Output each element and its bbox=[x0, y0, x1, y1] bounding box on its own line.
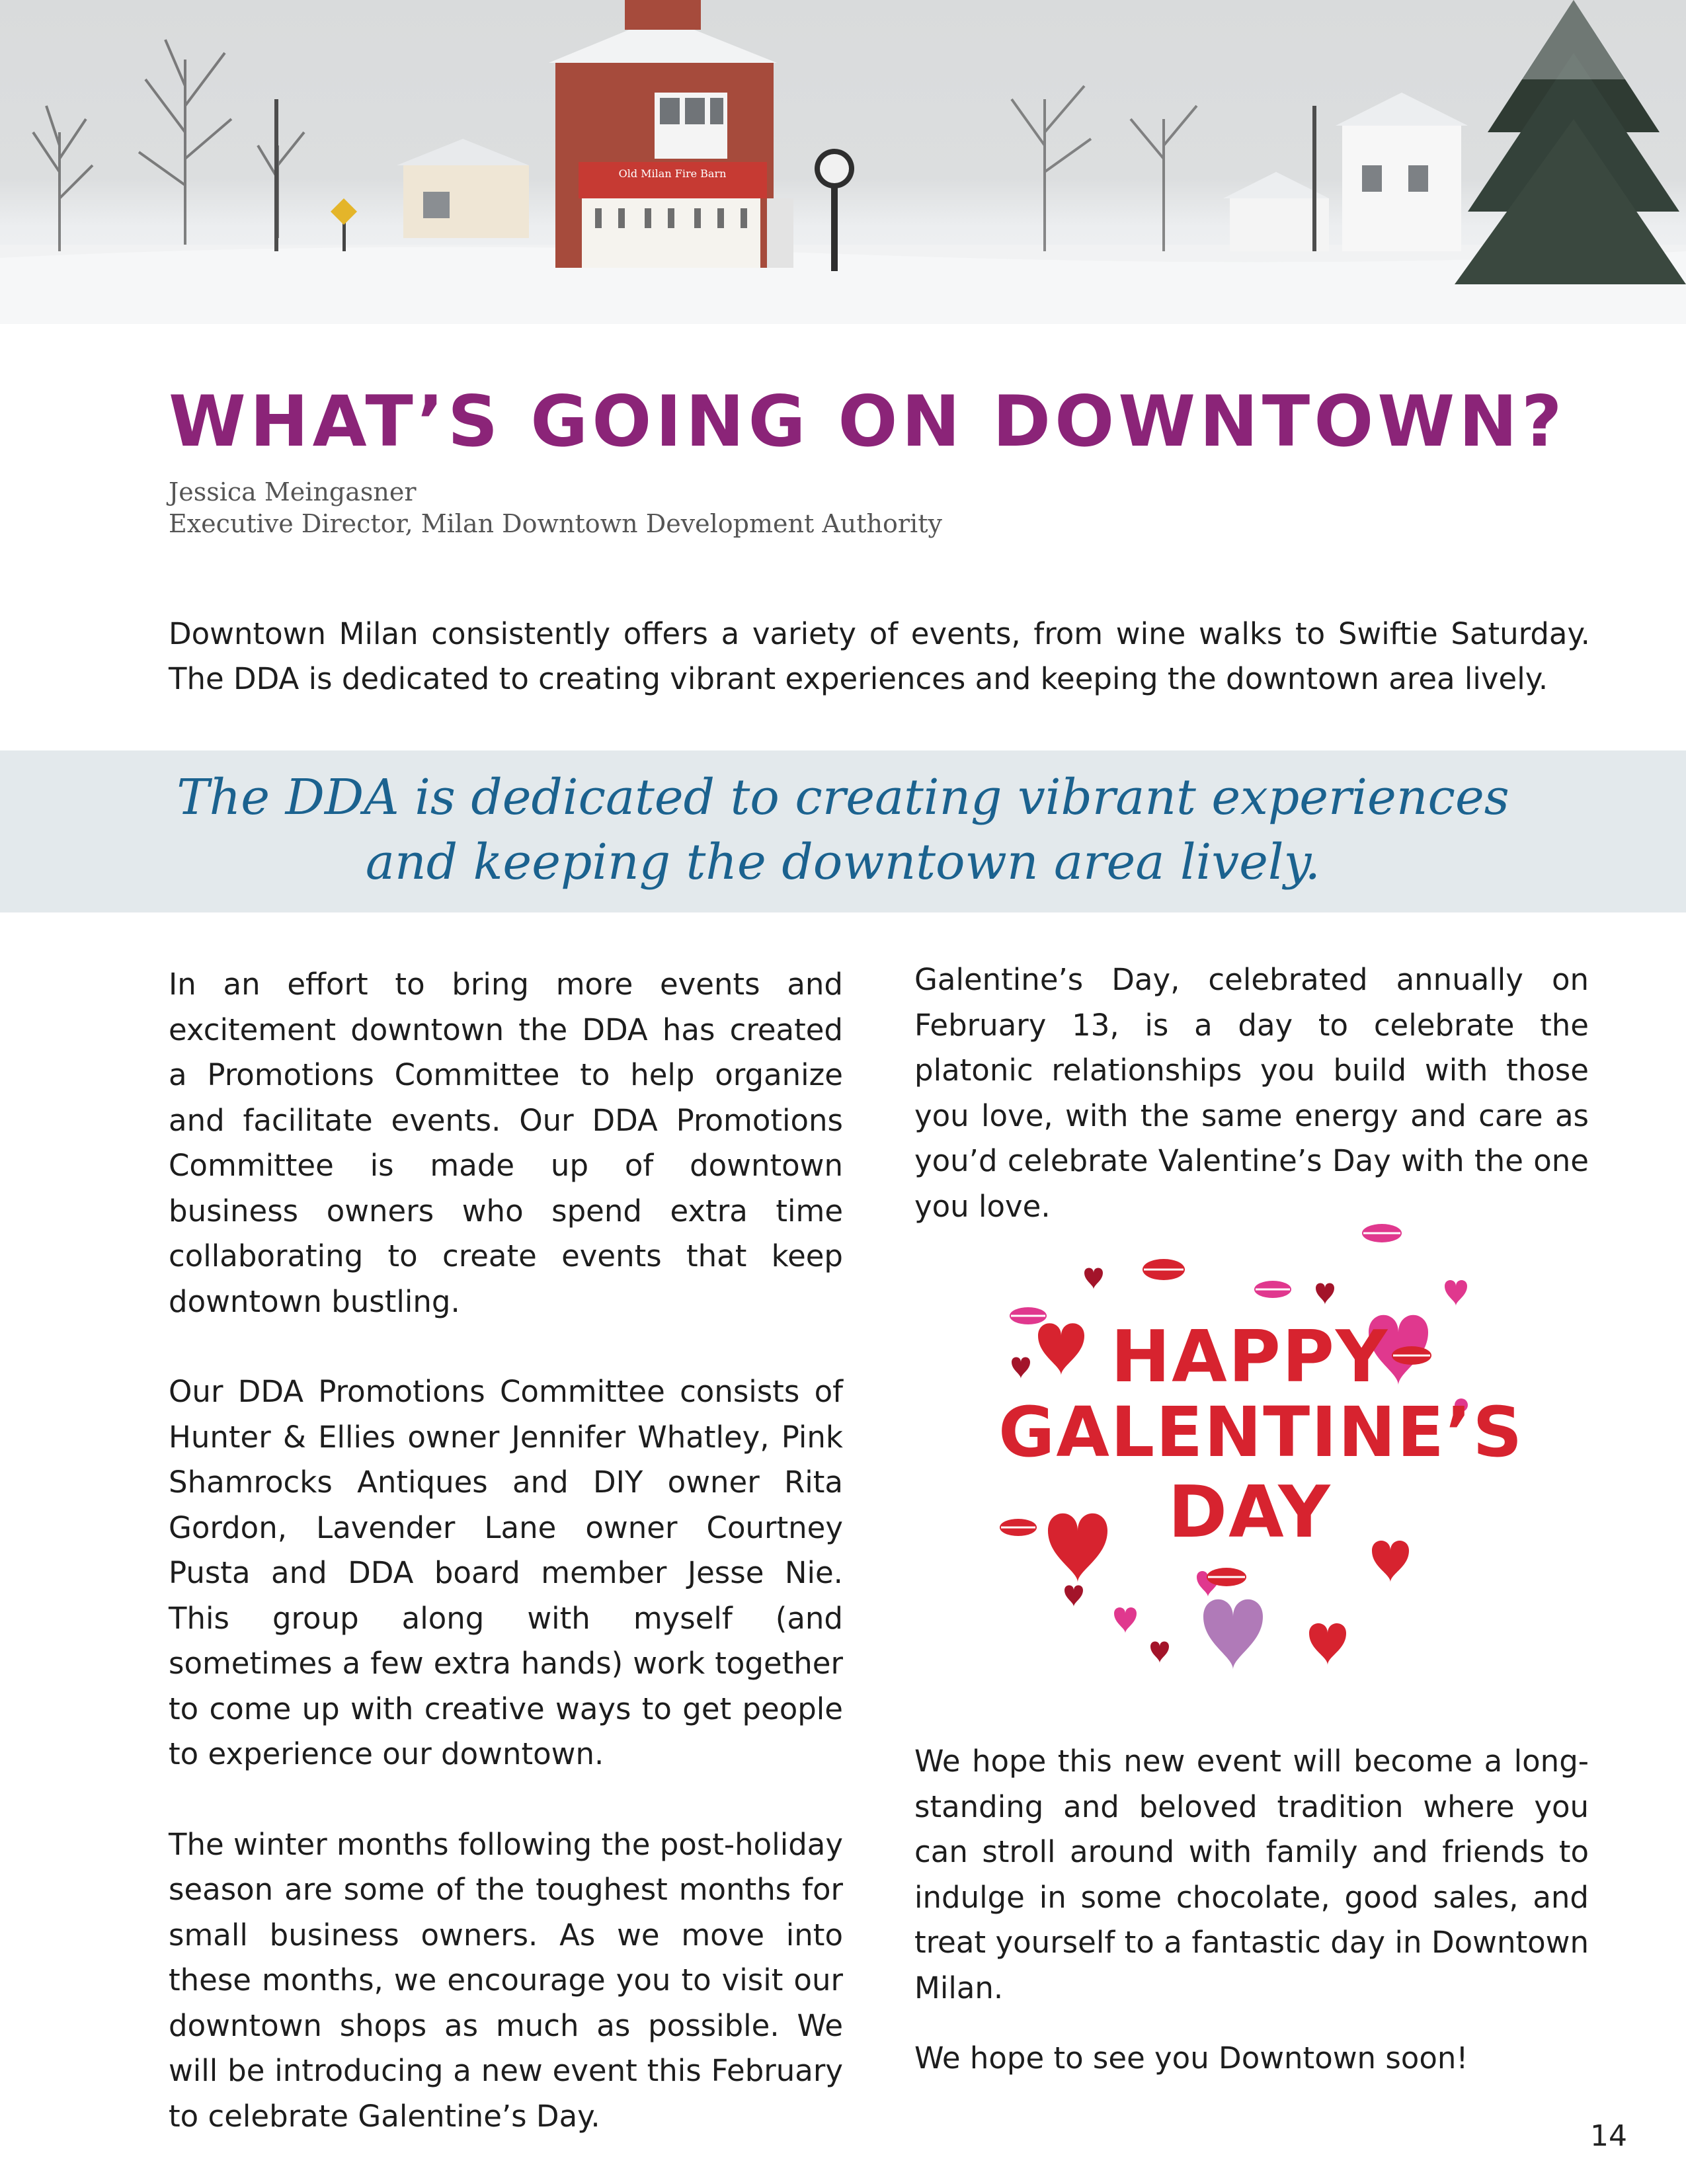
snowy-downtown-illustration bbox=[0, 0, 1686, 324]
right-column-bottom bbox=[914, 1739, 1589, 2107]
galentine-day-text: DAY bbox=[1168, 1471, 1332, 1554]
intro-paragraph: Downtown Milan consistently offers a variety of events, from wine walks to Swiftie Saturday. The DDA is dedicated to creating vibrant experiences and keeping the downtown area lively. bbox=[169, 616, 1590, 696]
author-name: Jessica Meingasner bbox=[169, 477, 417, 506]
body-paragraph: In an effort to bring more events and excitement downtown the DDA has created a Promotions Committee to help organize and facilitate events. Our DDA Promotions Committee is made up of downtown business owners who spend extra time collaborating to create events that keep downtown bustling. bbox=[169, 967, 843, 1319]
body-paragraph: Galentine’s Day, celebrated annually on February 13, is a day to celebrate the platonic relationships you build with those you love, with the same energy and care as you’d celebrate Valentine’s Day with the one you love. bbox=[914, 962, 1589, 1224]
body-paragraph: Our DDA Promotions Committee consists of Hunter & Ellies owner Jennifer Whatley, Pink Shamrocks Antiques and DIY owner Rita Gordon, Lavender Lane owner Courtney Pusta and DDA board member Jesse Nie. This group along with myself (and sometimes a few extra hands) work together to come up with creative ways to get people to experience our downtown. bbox=[169, 1374, 843, 1771]
happy-galentines-graphic bbox=[998, 1217, 1524, 1693]
page-number: 14 bbox=[1590, 2119, 1627, 2153]
galentine-happy-text: HAPPY bbox=[1110, 1316, 1389, 1398]
right-houses bbox=[1223, 93, 1468, 251]
body-paragraph: We hope this new event will become a long-standing and beloved tradition where you can stroll around with family and friends to indulge in some chocolate, good sales, and treat yourself to a fantastic day in Downtown Milan. bbox=[914, 1744, 1589, 2005]
pull-quote-text: The DDA is dedicated to creating vibrant experiences and keeping the downtown area lively. bbox=[177, 769, 1509, 891]
road-sign bbox=[331, 198, 357, 251]
page-title: WHAT’S GOING ON DOWNTOWN? bbox=[169, 381, 1566, 462]
hero-photo bbox=[0, 0, 1686, 324]
fire-barn-building bbox=[549, 0, 793, 268]
left-column bbox=[169, 962, 843, 2184]
sign-text: Old Milan Fire Barn bbox=[618, 167, 727, 180]
left-house bbox=[397, 139, 529, 238]
author-title: Executive Director, Milan Downtown Development Authority bbox=[169, 509, 942, 538]
author-byline bbox=[169, 476, 942, 540]
pine-tree bbox=[1455, 0, 1686, 284]
bare-trees-right bbox=[1012, 86, 1197, 251]
body-paragraph: The winter months following the post-holiday season are some of the toughest months for small business owners. As we move into these months, we encourage you to visit our downtown shops as much as possible. We will be introducing a new event this February to celebrate Galentine’s Day. bbox=[169, 1826, 843, 2134]
closing-line: We hope to see you Downtown soon! bbox=[914, 2041, 1468, 2076]
bare-trees-left bbox=[33, 40, 304, 251]
utility-pole bbox=[1312, 106, 1316, 251]
heart-icon bbox=[1203, 1599, 1263, 1670]
utility-pole bbox=[274, 99, 278, 251]
galentine-name-text: GALENTINE’S bbox=[998, 1392, 1524, 1473]
pull-quote-banner bbox=[0, 750, 1686, 912]
